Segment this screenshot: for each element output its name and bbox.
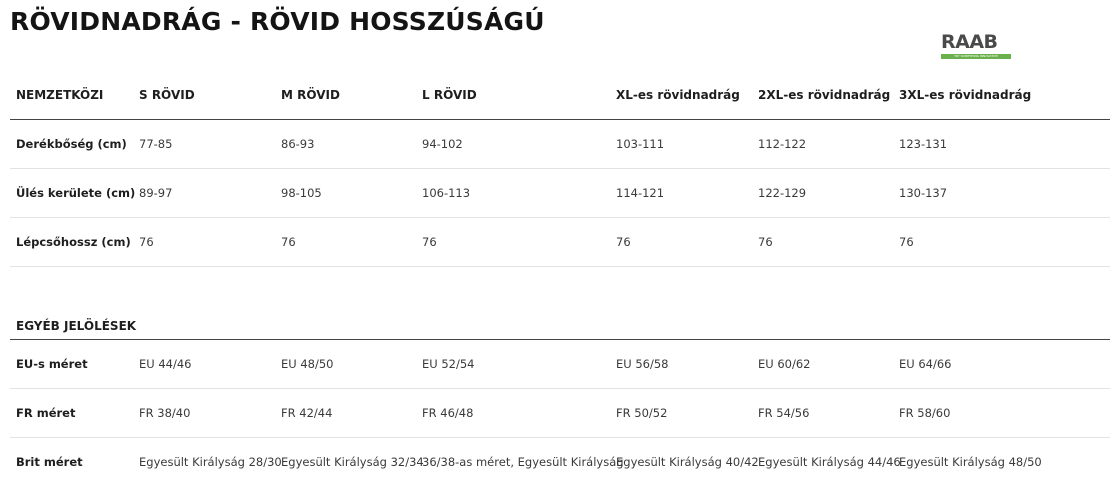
table-cell: EU 52/54 bbox=[416, 340, 610, 389]
table-cell: Egyesült Királyság 28/30 bbox=[133, 438, 275, 486]
table-row bbox=[10, 340, 1110, 389]
table-cell: 76 bbox=[610, 218, 752, 267]
table-cell: 106-113 bbox=[416, 169, 610, 218]
table-cell: 112-122 bbox=[752, 120, 893, 169]
table-cell: 76 bbox=[893, 218, 1110, 267]
section-title: EGYÉB JELÖLÉSEK bbox=[10, 294, 1110, 340]
table-cell: EU 60/62 bbox=[752, 340, 893, 389]
row-label: Brit méret bbox=[10, 438, 133, 486]
size-chart-table bbox=[10, 70, 1110, 486]
row-label: Derékbőség (cm) bbox=[10, 120, 133, 169]
table-cell: 76 bbox=[275, 218, 416, 267]
table-cell: 86-93 bbox=[275, 120, 416, 169]
table-row bbox=[10, 169, 1110, 218]
column-header: 2XL-es rövidnadrág bbox=[752, 70, 893, 120]
table-cell: 89-97 bbox=[133, 169, 275, 218]
table-cell: 98-105 bbox=[275, 169, 416, 218]
table-header-row bbox=[10, 70, 1110, 120]
table-cell: 76 bbox=[752, 218, 893, 267]
table-cell: 36/38-as méret, Egyesült Királyság bbox=[416, 438, 610, 486]
table-cell: 103-111 bbox=[610, 120, 752, 169]
page-title: RÖVIDNADRÁG - RÖVID HOSSZÚSÁGÚ bbox=[10, 7, 545, 36]
table-row bbox=[10, 438, 1110, 486]
table-cell: 76 bbox=[133, 218, 275, 267]
table-cell: EU 56/58 bbox=[610, 340, 752, 389]
logo-text: RAAB bbox=[941, 33, 1011, 52]
table-cell: 123-131 bbox=[893, 120, 1110, 169]
table-cell: FR 46/48 bbox=[416, 389, 610, 438]
table-row bbox=[10, 120, 1110, 169]
column-header: L RÖVID bbox=[416, 70, 610, 120]
column-header: NEMZETKÖZI bbox=[10, 70, 133, 120]
brand-logo[interactable] bbox=[941, 33, 1011, 61]
table-cell: Egyesült Királyság 40/42 bbox=[610, 438, 752, 486]
table-row bbox=[10, 218, 1110, 267]
table-cell: FR 54/56 bbox=[752, 389, 893, 438]
table-cell: FR 58/60 bbox=[893, 389, 1110, 438]
column-header: 3XL-es rövidnadrág bbox=[893, 70, 1110, 120]
row-label: Lépcsőhossz (cm) bbox=[10, 218, 133, 267]
table-cell: 76 bbox=[416, 218, 610, 267]
table-cell: Egyesült Királyság 48/50 bbox=[893, 438, 1110, 486]
table-row bbox=[10, 389, 1110, 438]
table-cell: FR 38/40 bbox=[133, 389, 275, 438]
column-header: S RÖVID bbox=[133, 70, 275, 120]
table-cell: EU 48/50 bbox=[275, 340, 416, 389]
row-label: EU-s méret bbox=[10, 340, 133, 389]
column-header: M RÖVID bbox=[275, 70, 416, 120]
table-cell: 122-129 bbox=[752, 169, 893, 218]
table-cell: 114-121 bbox=[610, 169, 752, 218]
table-cell: FR 50/52 bbox=[610, 389, 752, 438]
table-spacer bbox=[10, 267, 1110, 295]
column-header: XL-es rövidnadrág bbox=[610, 70, 752, 120]
table-cell: Egyesült Királyság 44/46 bbox=[752, 438, 893, 486]
row-label: Ülés kerülete (cm) bbox=[10, 169, 133, 218]
section-header-row bbox=[10, 294, 1110, 340]
table-cell: EU 64/66 bbox=[893, 340, 1110, 389]
logo-tagline: TRY SOMETHING INNOVATIVE bbox=[941, 54, 1011, 59]
table-cell: 130-137 bbox=[893, 169, 1110, 218]
row-label: FR méret bbox=[10, 389, 133, 438]
table-cell: FR 42/44 bbox=[275, 389, 416, 438]
table-cell: 77-85 bbox=[133, 120, 275, 169]
table-cell: EU 44/46 bbox=[133, 340, 275, 389]
table-cell: Egyesült Királyság 32/34 bbox=[275, 438, 416, 486]
table-cell: 94-102 bbox=[416, 120, 610, 169]
